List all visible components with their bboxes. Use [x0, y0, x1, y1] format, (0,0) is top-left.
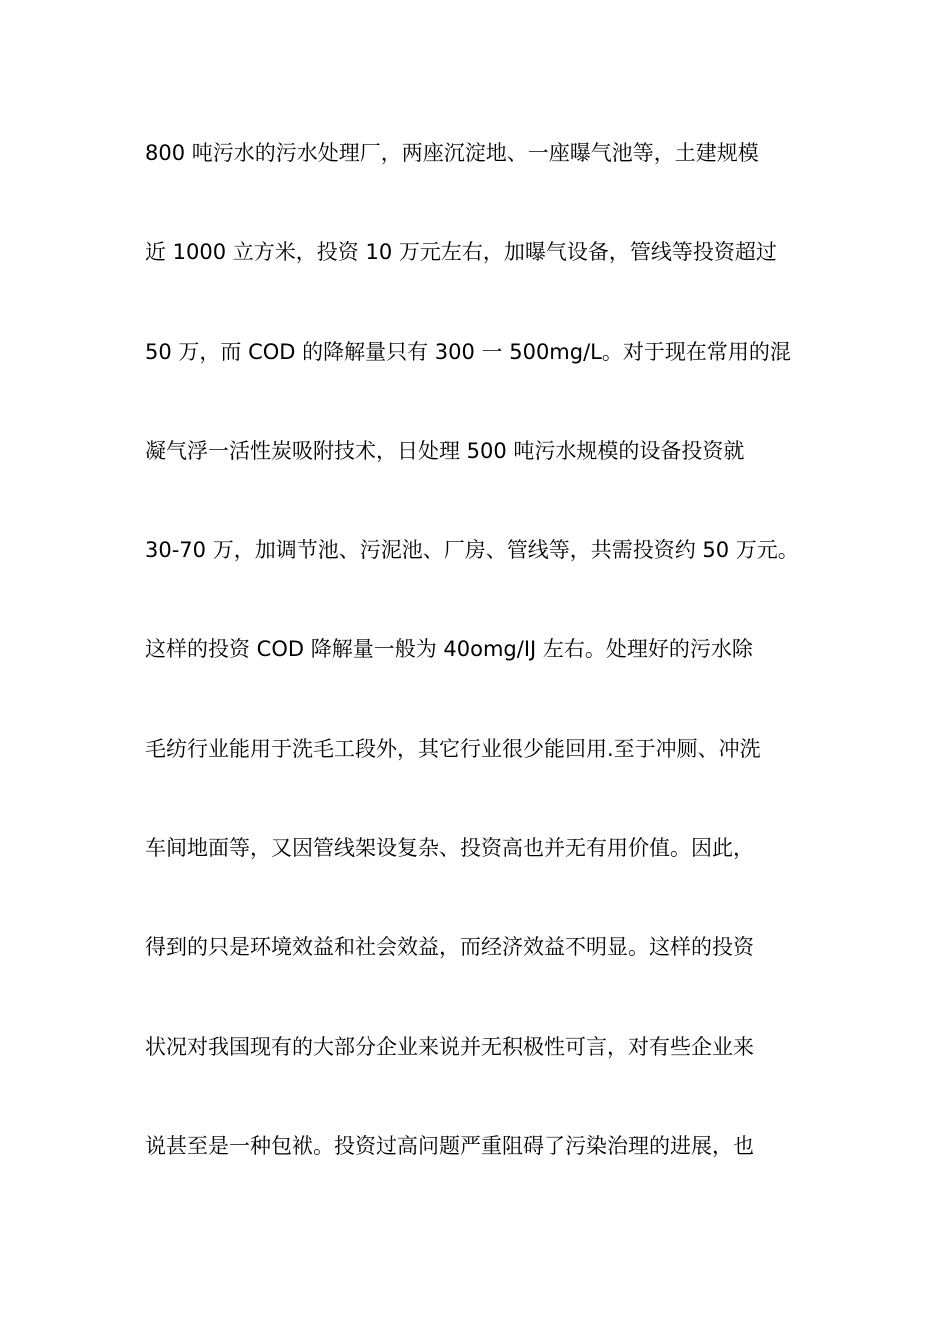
body-text	[145, 133, 825, 1225]
text-line: 状况对我国现有的大部分企业来说并无积极性可言，对有些企业来	[145, 1034, 754, 1059]
text-line: 说甚至是一种包袱。投资过高问题严重阻碍了污染治理的进展，也	[145, 1133, 754, 1158]
text-line: 车间地面等，又因管线架设复杂、投资高也并无有用价值。因此，	[145, 836, 754, 861]
text-line: 50 万，而 COD 的降解量只有 300 一 500mg/L。对于现在常用的混	[145, 339, 791, 364]
text-line: 毛纺行业能用于洗毛工段外，其它行业很少能回用.至于冲厕、冲洗	[145, 736, 761, 761]
text-line: 30-70 万，加调节池、污泥池、厂房、管线等，共需投资约 50 万元。	[145, 538, 799, 563]
text-line: 凝气浮一活性炭吸附技术，日处理 500 吨污水规模的设备投资就	[145, 438, 745, 463]
text-line: 这样的投资 COD 降解量一般为 40omg/IJ 左右。处理好的污水除	[145, 637, 753, 662]
text-line: 近 1000 立方米，投资 10 万元左右，加曝气设备，管线等投资超过	[145, 240, 777, 265]
text-line: 得到的只是环境效益和社会效益，而经济效益不明显。这样的投资	[145, 935, 754, 960]
text-line: 800 吨污水的污水处理厂，两座沉淀地、一座曝气池等，土建规模	[145, 141, 759, 165]
